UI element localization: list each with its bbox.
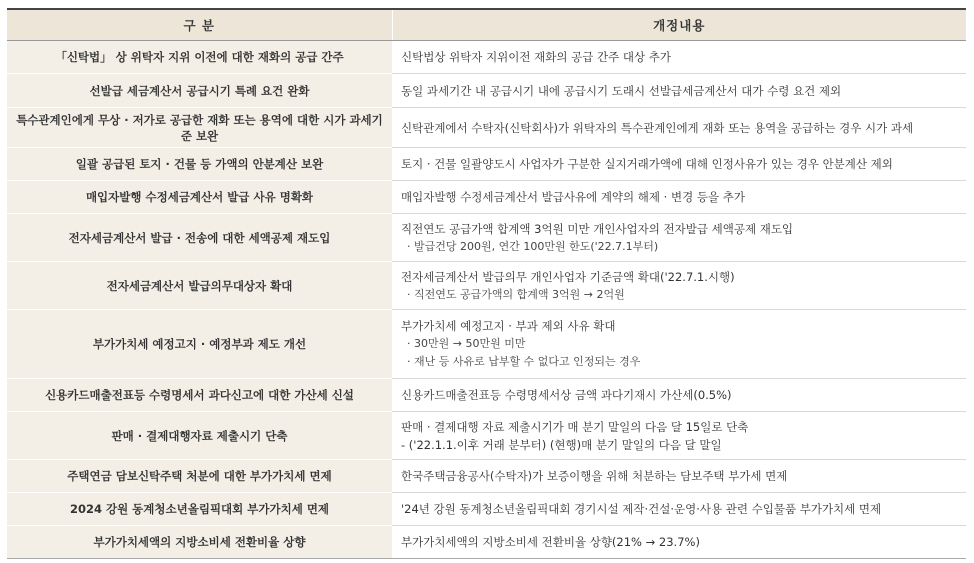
content-subline: · 발급건당 200원, 연간 100만원 한도('22.7.1부터) <box>407 239 659 253</box>
row-category: 「신탁법」 상 위탁자 지위 이전에 대한 재화의 공급 간주 <box>7 41 392 74</box>
row-content <box>392 412 966 460</box>
table-row <box>7 148 966 181</box>
row-category: 특수관계인에게 무상 · 저가로 공급한 재화 또는 용역에 대한 시가 과세기준 보완 <box>7 108 392 148</box>
table-row <box>7 493 966 526</box>
header-content: 개정내용 <box>392 9 966 41</box>
row-category: 부가가치세액의 지방소비세 전환비율 상향 <box>7 526 392 559</box>
content-subline: - ('22.1.1.이후 거래 분부터) (현행)매 분기 말일의 다음 달 말일 <box>401 437 722 452</box>
row-category: 주택연금 담보신탁주택 처분에 대한 부가가치세 면제 <box>7 460 392 493</box>
content-line: 신용카드매출전표등 수령명세서상 금액 과다기재시 가산세(0.5%) <box>401 388 732 402</box>
table-row <box>7 379 966 412</box>
table-row <box>7 460 966 493</box>
content-line: 신탁관계에서 수탁자(신탁회사)가 위탁자의 특수관계인에게 재화 또는 용역을 공급하는 경우 시가 과세 <box>401 120 914 135</box>
table-row <box>7 41 966 74</box>
row-content <box>392 148 966 181</box>
content-line: 직전연도 공급가액 합계액 3억원 미만 개인사업자의 전자발급 세액공제 재도입 <box>401 221 794 236</box>
row-category: 판매 · 결제대행자료 제출시기 단축 <box>7 412 392 460</box>
header-category: 구 분 <box>7 9 392 41</box>
row-content <box>392 526 966 559</box>
table-row <box>7 74 966 108</box>
row-content <box>392 214 966 262</box>
table-row <box>7 310 966 379</box>
table-row <box>7 214 966 262</box>
amendment-table-container <box>7 8 966 559</box>
row-category: 선발급 세금계산서 공급시기 특례 요건 완화 <box>7 74 392 108</box>
content-line: 전자세금계산서 발급의무 개인사업자 기준금액 확대('22.7.1.시행) <box>401 269 735 284</box>
table-row <box>7 412 966 460</box>
row-category: 2024 강원 동계청소년올림픽대회 부가가치세 면제 <box>7 493 392 526</box>
row-category: 전자세금계산서 발급 · 전송에 대한 세액공제 재도입 <box>7 214 392 262</box>
content-line: 신탁법상 위탁자 지위이전 재화의 공급 간주 대상 추가 <box>401 50 671 64</box>
row-category: 신용카드매출전표등 수령명세서 과다신고에 대한 가산세 신설 <box>7 379 392 412</box>
amendment-table <box>7 8 966 559</box>
row-content <box>392 310 966 379</box>
row-category: 매입자발행 수정세금계산서 발급 사유 명확화 <box>7 181 392 214</box>
row-content <box>392 181 966 214</box>
table-header-row <box>7 9 966 41</box>
content-line: 판매 · 결제대행 자료 제출시기가 매 분기 말일의 다음 달 15일로 단축 <box>401 419 749 434</box>
table-row <box>7 181 966 214</box>
content-line: 한국주택금융공사(수탁자)가 보증이행을 위해 처분하는 담보주택 부가세 면제 <box>401 469 788 483</box>
row-content <box>392 379 966 412</box>
row-category: 일괄 공급된 토지 · 건물 등 가액의 안분계산 보완 <box>7 148 392 181</box>
row-category: 전자세금계산서 발급의무대상자 확대 <box>7 262 392 310</box>
content-subline: · 30만원 → 50만원 미만 <box>407 337 526 350</box>
table-row <box>7 526 966 559</box>
table-row <box>7 108 966 148</box>
row-content <box>392 460 966 493</box>
row-content <box>392 108 966 148</box>
content-line: 부가가치세 예정고지 · 부과 제외 사유 확대 <box>401 319 616 333</box>
content-line: 부가가치세액의 지방소비세 전환비율 상향(21% → 23.7%) <box>401 535 700 549</box>
content-line: '24년 강원 동계청소년올림픽대회 경기시설 제작·건설·운영·사용 관련 수입물품 부가가치세 면제 <box>401 502 882 516</box>
row-content <box>392 74 966 108</box>
row-content <box>392 493 966 526</box>
content-line: 동일 과세기간 내 공급시기 내에 공급시기 도래시 선발급세금계산서 대가 수령 요건 제외 <box>401 83 842 98</box>
row-content <box>392 262 966 310</box>
content-subline: · 재난 등 사유로 납부할 수 없다고 인정되는 경우 <box>407 355 641 368</box>
table-row <box>7 262 966 310</box>
row-category: 부가가치세 예정고지 · 예정부과 제도 개선 <box>7 310 392 379</box>
content-line: 토지 · 건물 일괄양도시 사업자가 구분한 실지거래가액에 대해 인정사유가 있는 경우 안분계산 제외 <box>401 157 893 171</box>
row-content <box>392 41 966 74</box>
content-subline: · 직전연도 공급가액의 합계액 3억원 → 2억원 <box>407 287 625 301</box>
content-line: 매입자발행 수정세금계산서 발급사유에 계약의 해제 · 변경 등을 추가 <box>401 190 745 204</box>
